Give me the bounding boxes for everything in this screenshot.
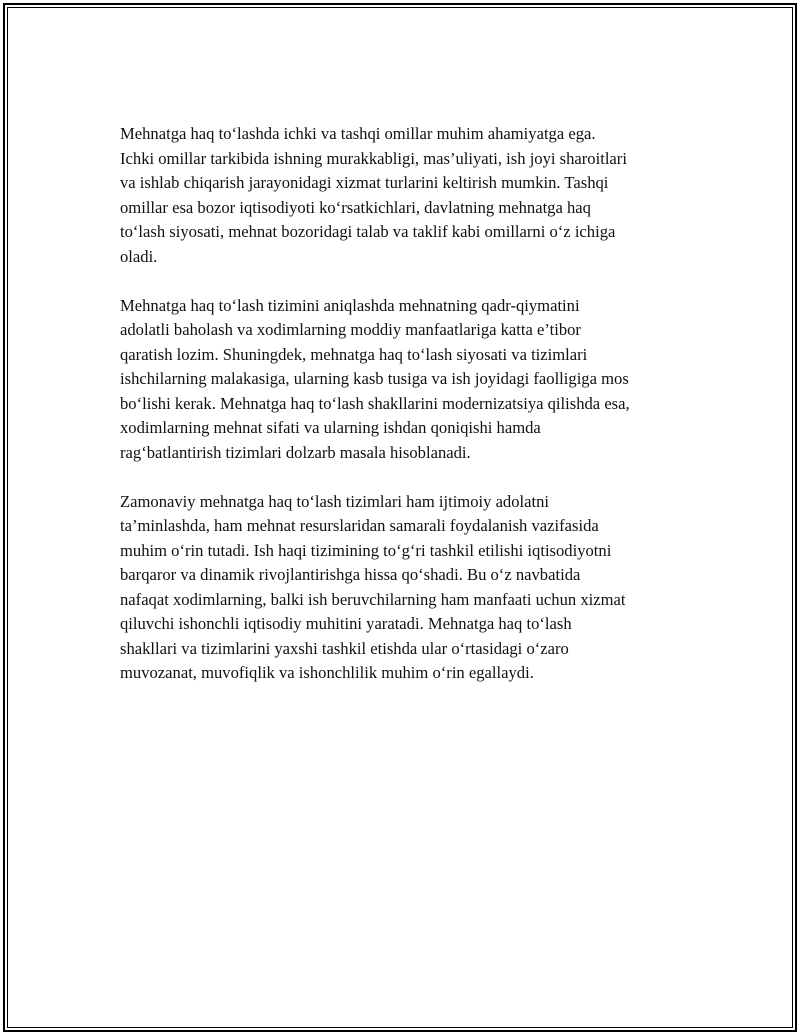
text-line: va ishlab chiqarish jarayonidagi xizmat turlarini keltirish mumkin. Tashqi: [120, 173, 609, 192]
text-line: oladi.: [120, 246, 158, 266]
text-line: ta’minlashda, ham mehnat resurslaridan samarali foydalanish vazifasida: [120, 516, 599, 535]
text-line: nafaqat xodimlarning, balki ish beruvchilarning ham manfaati uchun xizmat: [120, 589, 626, 609]
text-line: ishchilarning malakasiga, ularning kasb tusiga va ish joyidagi faolligiga mos: [120, 369, 629, 388]
text-line: qaratish lozim. Shuningdek, mehnatga haq to‘lash siyosati va tizimlari: [120, 344, 588, 364]
document-body: [120, 122, 700, 710]
text-line: muhim o‘rin tutadi. Ish haqi tizimining to‘g‘ri tashkil etilishi iqtisodiyotni: [120, 540, 612, 560]
text-line: rag‘batlantirish tizimlari dolzarb masala hisoblanadi.: [120, 442, 471, 462]
document-page: [3, 3, 797, 1032]
text-line: shakllari va tizimlarini yaxshi tashkil etishda ular o‘rtasidagi o‘zaro: [120, 638, 569, 658]
text-line: barqaror va dinamik rivojlantirishga hissa qo‘shadi. Bu o‘z navbatida: [120, 565, 581, 584]
text-line: Ichki omillar tarkibida ishning murakkabligi, mas’uliyati, ish joyi sharoitlari: [120, 148, 627, 168]
text-line: muvozanat, muvofiqlik va ishonchlilik muhim o‘rin egallaydi.: [120, 663, 534, 682]
text-line: to‘lash siyosati, mehnat bozoridagi talab va taklif kabi omillarni o‘z ichiga: [120, 222, 616, 241]
text-line: Mehnatga haq to‘lashda ichki va tashqi omillar muhim ahamiyatga ega.: [120, 124, 596, 143]
paragraph-3: [120, 490, 700, 686]
text-line: bo‘lishi kerak. Mehnatga haq to‘lash shakllarini modernizatsiya qilishda esa,: [120, 393, 630, 413]
text-line: xodimlarning mehnat sifati va ularning ishdan qoniqishi hamda: [120, 418, 541, 437]
text-line: adolatli baholash va xodimlarning moddiy manfaatlariga katta e’tibor: [120, 320, 581, 339]
text-line: Zamonaviy mehnatga haq to‘lash tizimlari ham ijtimoiy adolatni: [120, 491, 550, 511]
text-line: omillar esa bozor iqtisodiyoti ko‘rsatkichlari, davlatning mehnatga haq: [120, 197, 591, 217]
text-line: Mehnatga haq to‘lash tizimini aniqlashda mehnatning qadr-qiymatini: [120, 295, 580, 315]
paragraph-1: [120, 122, 700, 269]
paragraph-2: [120, 294, 700, 466]
text-line: qiluvchi ishonchli iqtisodiy muhitini yaratadi. Mehnatga haq to‘lash: [120, 614, 572, 633]
